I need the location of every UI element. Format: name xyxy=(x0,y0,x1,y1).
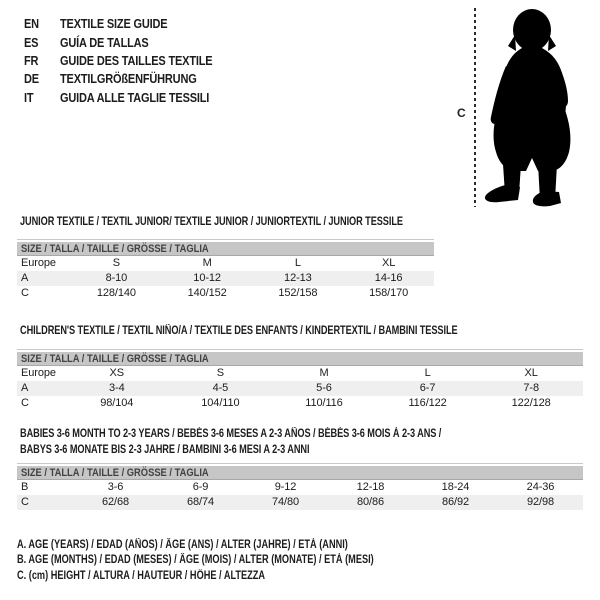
row-label: C xyxy=(21,496,29,508)
language-code: DE xyxy=(24,72,39,87)
table-cell: 9-12 xyxy=(274,481,297,493)
table-row xyxy=(17,495,583,510)
heading-line: BABYS 3-6 MONATE BIS 2-3 JAHRE / BAMBINI 3-6 MESI A 2-3 ANNI xyxy=(20,443,310,456)
heading-line: CHILDREN'S TEXTILE / TEXTIL NIÑO/A / TEXTILE DES ENFANTS / KINDERTEXTIL / BAMBINI TESSILE xyxy=(20,325,458,337)
table-cell: 8-10 xyxy=(105,272,128,284)
table-row xyxy=(17,271,434,286)
language-legend xyxy=(24,15,233,107)
footnotes xyxy=(17,538,463,584)
table-cell: 10-12 xyxy=(193,272,221,284)
table-cell: 14-16 xyxy=(374,272,403,284)
silhouette-hand-right xyxy=(551,96,561,112)
size-table-junior xyxy=(17,239,434,301)
table-cell: M xyxy=(319,367,329,379)
baby-silhouette xyxy=(485,9,571,206)
table-row xyxy=(17,256,434,271)
table-header-label: SIZE / TALLA / TAILLE / GRÖSSE / TAGLIA xyxy=(21,353,209,365)
table-cell: 7-8 xyxy=(523,382,539,394)
language-code: FR xyxy=(24,53,39,68)
table-cell: 62/68 xyxy=(101,496,130,508)
language-code: ES xyxy=(24,35,39,50)
footnote-c xyxy=(17,569,463,584)
heading-line: BABIES 3-6 MONTH TO 2-3 YEARS / BEBÉS 3-6 MESES A 2-3 AÑOS / BÉBÉS 3-6 MOIS À 2-3 ANS / xyxy=(20,428,442,440)
table-header-label: SIZE / TALLA / TAILLE / GRÖSSE / TAGLIA xyxy=(21,243,209,255)
row-label: C xyxy=(21,287,29,299)
row-label: C xyxy=(21,397,29,409)
row-label: A xyxy=(21,382,29,394)
language-code: IT xyxy=(24,90,34,105)
footnote-a xyxy=(17,538,463,553)
table-cell: L xyxy=(294,257,301,269)
table-cell: S xyxy=(112,257,120,269)
table-row xyxy=(17,286,434,301)
table-cell: 128/140 xyxy=(96,287,136,299)
table-cell: M xyxy=(202,257,212,269)
guide-title-es: GUÍA DE TALLAS xyxy=(60,35,149,50)
table-cell: 18-24 xyxy=(441,481,470,493)
table-cell: 5-6 xyxy=(316,382,332,394)
silhouette-shorts xyxy=(494,110,571,171)
language-row-de xyxy=(24,70,233,88)
row-label: A xyxy=(21,272,29,284)
table-cell: 122/128 xyxy=(511,397,551,409)
table-row xyxy=(17,366,583,381)
silhouette-foot-left xyxy=(485,185,520,202)
table-cell: 158/170 xyxy=(369,287,409,299)
table-cell: XS xyxy=(109,367,125,379)
language-code: EN xyxy=(24,17,39,32)
guide-title-fr: GUIDE DES TAILLES TEXTILE xyxy=(60,53,213,68)
table-cell: 4-5 xyxy=(212,382,229,394)
footnote-b xyxy=(17,553,463,568)
section-heading-babies xyxy=(20,427,547,458)
size-table-children xyxy=(17,349,583,411)
table-cell: 6-7 xyxy=(419,382,436,394)
table-cell: XL xyxy=(524,367,538,379)
table-header-label: SIZE / TALLA / TAILLE / GRÖSSE / TAGLIA xyxy=(21,467,209,479)
table-cell: 68/74 xyxy=(186,496,215,508)
guide-title-it: GUIDA ALLE TAGLIE TESSILI xyxy=(60,90,210,105)
table-cell: 24-36 xyxy=(526,481,555,493)
table-cell: 86/92 xyxy=(441,496,470,508)
table-cell: 98/104 xyxy=(100,397,134,409)
table-cell: 116/122 xyxy=(408,397,447,409)
table-cell: 12-13 xyxy=(284,272,312,284)
table-cell: 80/86 xyxy=(356,496,385,508)
table-cell: 92/98 xyxy=(526,496,555,508)
table-cell: 140/152 xyxy=(187,287,227,299)
size-table-babies xyxy=(17,463,583,510)
guide-title-de: TEXTILGRÖßENFÜHRUNG xyxy=(60,72,197,87)
table-header-bar xyxy=(17,466,583,480)
table-cell: XL xyxy=(381,257,396,269)
table-cell: 74/80 xyxy=(271,496,300,508)
section-heading-children xyxy=(20,324,567,340)
row-label: Europe xyxy=(21,367,56,379)
silhouette-ear-right xyxy=(548,35,556,51)
table-cell: 3-6 xyxy=(107,481,124,493)
silhouette-ear-left xyxy=(508,35,516,51)
height-label-c: C xyxy=(457,106,466,120)
table-row xyxy=(17,396,583,411)
section-heading-junior xyxy=(20,215,499,231)
baby-figure xyxy=(452,0,600,215)
table-header-bar xyxy=(17,352,583,366)
table-cell: S xyxy=(216,367,225,379)
table-cell: 152/158 xyxy=(278,287,318,299)
silhouette-head xyxy=(513,9,551,51)
footnote-text: B. AGE (MONTHS) / EDAD (MESES) / ÂGE (MOIS) / ALTER (MONATE) / ETÀ (MESI) xyxy=(17,554,374,567)
footnote-text: A. AGE (YEARS) / EDAD (AÑOS) / ÂGE (ANS) / ALTER (JAHRE) / ETÀ (ANNI) xyxy=(17,539,348,551)
table-cell: 12-18 xyxy=(356,481,385,493)
row-label: B xyxy=(21,481,29,493)
table-cell: L xyxy=(424,367,431,379)
table-header-bar xyxy=(17,242,434,256)
table-cell: 6-9 xyxy=(192,481,209,493)
language-row-fr xyxy=(24,52,233,70)
silhouette-foot-right xyxy=(533,191,561,206)
language-row-en xyxy=(24,15,233,33)
table-cell: 110/116 xyxy=(305,397,343,409)
language-row-it xyxy=(24,89,233,107)
table-cell: 3-4 xyxy=(108,382,125,394)
table-row xyxy=(17,381,583,396)
guide-title-en: TEXTILE SIZE GUIDE xyxy=(60,17,168,32)
row-label: Europe xyxy=(21,257,56,269)
table-row xyxy=(17,480,583,495)
footnote-text: C. (cm) HEIGHT / ALTURA / HAUTEUR / HÖHE / ALTEZZA xyxy=(17,569,266,582)
language-row-es xyxy=(24,33,233,51)
heading-line: JUNIOR TEXTILE / TEXTIL JUNIOR/ TEXTILE JUNIOR / JUNIORTEXTIL / JUNIOR TESSILE xyxy=(20,216,403,228)
table-cell: 104/110 xyxy=(201,397,240,409)
